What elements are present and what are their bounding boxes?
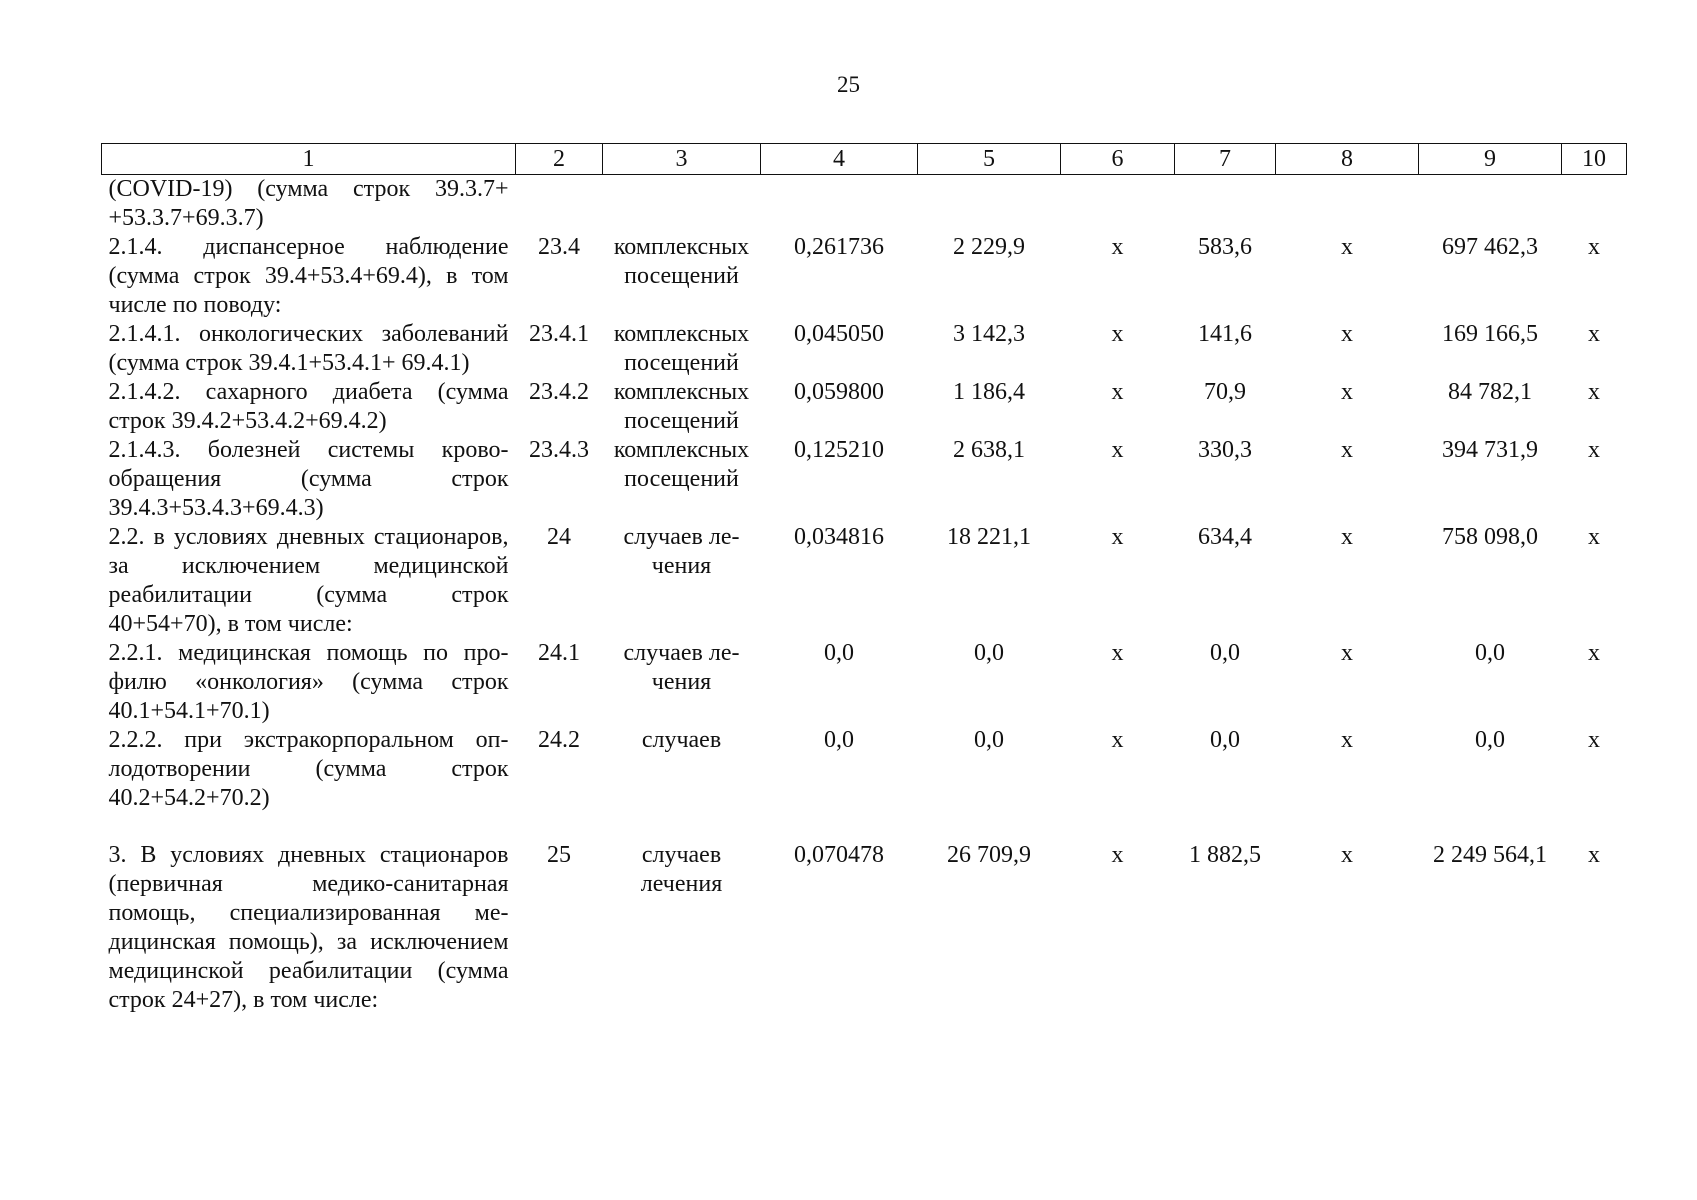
row-code-cell: 23.4.2	[529, 379, 589, 405]
header-row	[102, 144, 1627, 175]
row-col9-cell: 169 166,5	[1442, 321, 1538, 347]
row-col9-cell: 394 731,9	[1442, 437, 1538, 463]
table-row	[102, 378, 1627, 436]
row-col8-cell: х	[1341, 524, 1353, 550]
row-unit-cell: комплексных посещений	[613, 437, 750, 492]
table-row	[102, 523, 1627, 639]
row-col4-cell: 0,125210	[794, 437, 884, 463]
row-col10-cell	[1562, 175, 1627, 234]
row-col6-cell: х	[1111, 321, 1124, 347]
row-col5-cell: 26 709,9	[947, 842, 1031, 868]
row-col7-cell: 1 882,5	[1189, 842, 1261, 868]
row-col8-cell: х	[1341, 379, 1353, 405]
row-col8-cell: х	[1341, 234, 1353, 260]
row-col6-cell	[1061, 175, 1175, 234]
row-col5-cell	[918, 175, 1061, 234]
row-col5-cell: 2 229,9	[953, 234, 1025, 260]
row-col4-cell: 0,0	[824, 640, 854, 666]
column-header-9: 9	[1419, 144, 1562, 175]
row-col9-cell: 0,0	[1475, 727, 1505, 753]
row-col10-cell: х	[1588, 437, 1600, 463]
table-row	[102, 726, 1627, 813]
column-header-2: 2	[516, 144, 603, 175]
row-unit-cell: случаев лечения	[623, 640, 740, 695]
row-col4-cell: 0,070478	[794, 842, 884, 868]
row-name-cell: 2.1.4.2. сахарного диабета (сумма строк 39.4.2+53.4.2+69.4.2)	[108, 379, 509, 434]
row-col8-cell: х	[1341, 727, 1353, 753]
column-header-7: 7	[1175, 144, 1276, 175]
row-name-cell: (COVID-19) (сумма строк 39.3.7+ +53.3.7+69.3.7)	[108, 176, 509, 231]
row-name-cell: 2.2. в условиях дневных стационаров, за исключением медицинской реабилитации (сумма строк 40+54+70), в том числе:	[108, 524, 509, 637]
row-col7-cell	[1175, 175, 1276, 234]
row-col9-cell: 697 462,3	[1442, 234, 1538, 260]
table-row	[102, 436, 1627, 523]
row-col9-cell: 2 249 564,1	[1433, 842, 1547, 868]
row-col6-cell: х	[1111, 842, 1124, 868]
row-col10-cell: х	[1588, 234, 1600, 260]
row-col10-cell: х	[1588, 842, 1600, 868]
row-col5-cell: 3 142,3	[953, 321, 1025, 347]
row-unit-cell: комплексных посещений	[613, 234, 750, 289]
row-col7-cell: 0,0	[1210, 640, 1240, 666]
column-header-8: 8	[1276, 144, 1419, 175]
row-col10-cell: х	[1588, 524, 1600, 550]
row-unit-cell	[603, 175, 761, 234]
row-col5-cell: 18 221,1	[947, 524, 1031, 550]
row-col9-cell: 758 098,0	[1442, 524, 1538, 550]
row-col4-cell: 0,034816	[794, 524, 884, 550]
table-row	[102, 233, 1627, 320]
row-code-cell: 23.4	[538, 234, 580, 260]
column-header-4: 4	[761, 144, 918, 175]
row-name-cell: 2.1.4.3. болезней системы кровообращения (сумма строк 39.4.3+53.4.3+69.4.3)	[108, 437, 509, 521]
row-col7-cell: 0,0	[1210, 727, 1240, 753]
row-code-cell: 25	[547, 842, 571, 868]
row-col5-cell: 2 638,1	[953, 437, 1025, 463]
row-col7-cell: 330,3	[1198, 437, 1252, 463]
row-col10-cell: х	[1588, 379, 1600, 405]
column-header-10: 10	[1562, 144, 1627, 175]
row-col8-cell: х	[1341, 437, 1353, 463]
row-col10-cell: х	[1588, 727, 1600, 753]
row-col7-cell: 70,9	[1204, 379, 1246, 405]
page-number: 25	[837, 72, 860, 97]
row-col4-cell: 0,059800	[794, 379, 884, 405]
row-unit-cell: комплексных посещений	[613, 321, 750, 376]
column-header-5: 5	[918, 144, 1061, 175]
row-col7-cell: 141,6	[1198, 321, 1252, 347]
row-col6-cell: х	[1111, 379, 1124, 405]
table-row	[102, 639, 1627, 726]
row-col8-cell: х	[1341, 640, 1353, 666]
row-col10-cell: х	[1588, 321, 1600, 347]
column-header-3: 3	[603, 144, 761, 175]
row-col4-cell	[761, 175, 918, 234]
row-col8-cell	[1276, 175, 1419, 234]
row-name-cell: 2.2.1. медицинская помощь по профилю «онкология» (сумма строк 40.1+54.1+70.1)	[108, 640, 509, 724]
row-col6-cell: х	[1111, 727, 1124, 753]
row-col5-cell: 0,0	[974, 640, 1004, 666]
row-name-cell: 2.1.4. диспансерное наблюдение (сумма строк 39.4+53.4+69.4), в том числе по поводу:	[108, 234, 509, 318]
column-header-6: 6	[1061, 144, 1175, 175]
column-header-1: 1	[102, 144, 516, 175]
row-col6-cell: х	[1111, 524, 1124, 550]
row-col4-cell: 0,045050	[794, 321, 884, 347]
data-table	[101, 143, 1627, 1015]
row-code-cell	[516, 175, 603, 234]
row-unit-cell: случаев лечения	[640, 842, 723, 897]
row-col4-cell: 0,261736	[794, 234, 884, 260]
table-row	[102, 813, 1627, 1015]
row-col8-cell: х	[1341, 842, 1353, 868]
row-unit-cell: случаев лечения	[623, 524, 740, 579]
row-col6-cell: х	[1111, 437, 1124, 463]
row-name-cell: 3. В условиях дневных стационаров (первичная медико-санитарная помощь, специализированная медицинская помощь), за исключением медицинской реабилитации (сумма строк 24+27), в том числе:	[108, 842, 509, 1013]
row-unit-cell: комплексных посещений	[613, 379, 750, 434]
row-col9-cell	[1419, 175, 1562, 234]
row-col8-cell: х	[1341, 321, 1353, 347]
row-name-cell: 2.2.2. при экстракорпоральном оплодотворении (сумма строк 40.2+54.2+70.2)	[108, 727, 509, 811]
row-code-cell: 23.4.1	[529, 321, 589, 347]
row-col9-cell: 84 782,1	[1448, 379, 1532, 405]
row-col6-cell: х	[1111, 640, 1124, 666]
row-col6-cell: х	[1111, 234, 1124, 260]
row-code-cell: 24.1	[538, 640, 580, 666]
row-col7-cell: 634,4	[1198, 524, 1252, 550]
row-code-cell: 24.2	[538, 727, 580, 753]
table-row	[102, 175, 1627, 234]
row-code-cell: 23.4.3	[529, 437, 589, 463]
row-code-cell: 24	[547, 524, 571, 550]
row-col7-cell: 583,6	[1198, 234, 1252, 260]
row-col4-cell: 0,0	[824, 727, 854, 753]
row-name-cell: 2.1.4.1. онкологических заболеваний (сумма строк 39.4.1+53.4.1+ 69.4.1)	[108, 321, 509, 376]
row-unit-cell: случаев	[641, 727, 722, 753]
row-col9-cell: 0,0	[1475, 640, 1505, 666]
row-col5-cell: 0,0	[974, 727, 1004, 753]
row-col10-cell: х	[1588, 640, 1600, 666]
table-row	[102, 320, 1627, 378]
row-col5-cell: 1 186,4	[953, 379, 1025, 405]
